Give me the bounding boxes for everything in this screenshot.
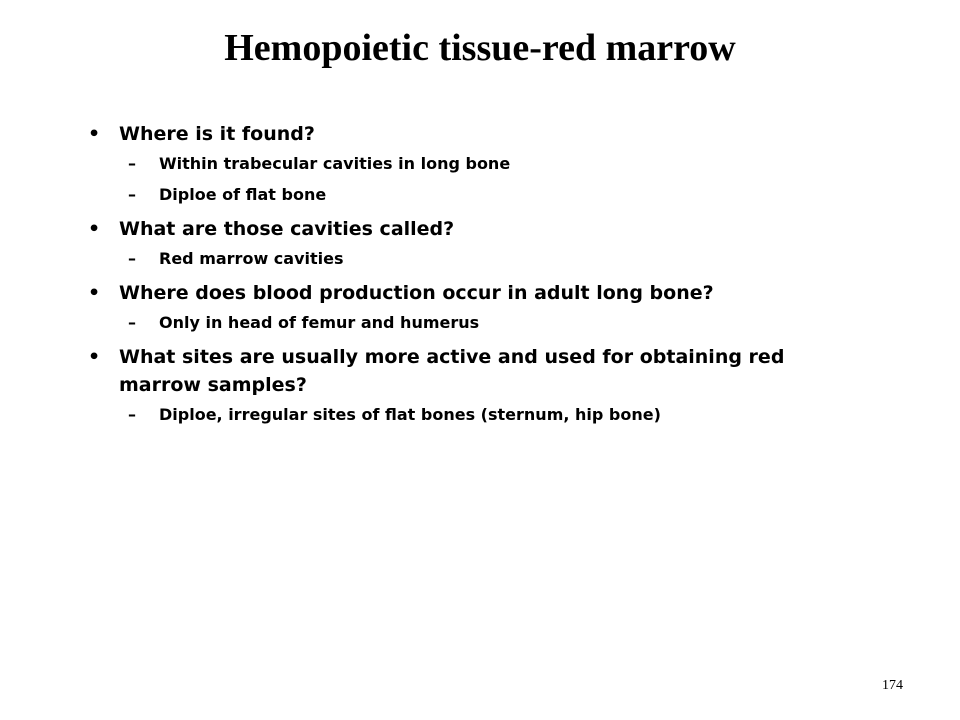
bullet-item xyxy=(88,343,868,399)
bullet-text: Where does blood production occur in adult long bone? xyxy=(119,282,714,304)
sub-text: Diploe of flat bone xyxy=(159,185,327,204)
bullet-text: Where is it found? xyxy=(119,123,315,145)
bullet-list xyxy=(88,120,868,435)
sub-text: Within trabecular cavities in long bone xyxy=(159,154,511,173)
bullet-item xyxy=(88,279,868,307)
dash-mark: – xyxy=(128,249,136,268)
page-number: 174 xyxy=(882,678,903,693)
sub-item xyxy=(88,248,868,270)
dash-mark: – xyxy=(128,154,136,173)
bullet-mark: • xyxy=(88,123,101,145)
bullet-mark: • xyxy=(88,218,101,240)
bullet-mark: • xyxy=(88,346,101,368)
sub-text: Only in head of femur and humerus xyxy=(159,313,480,332)
bullet-item xyxy=(88,215,868,243)
dash-mark: – xyxy=(128,185,136,204)
bullet-text: What are those cavities called? xyxy=(119,218,455,240)
sub-item xyxy=(88,184,868,206)
sub-item xyxy=(88,153,868,175)
bullet-mark: • xyxy=(88,282,101,304)
sub-text: Diploe, irregular sites of flat bones (sternum, hip bone) xyxy=(159,405,661,424)
sub-text: Red marrow cavities xyxy=(159,249,344,268)
dash-mark: – xyxy=(128,313,136,332)
bullet-text: What sites are usually more active and used for obtaining red marrow samples? xyxy=(119,346,785,396)
dash-mark: – xyxy=(128,405,136,424)
sub-item xyxy=(88,404,868,426)
sub-item xyxy=(88,312,868,334)
slide-title: Hemopoietic tissue-red marrow xyxy=(224,27,736,69)
bullet-item xyxy=(88,120,868,148)
